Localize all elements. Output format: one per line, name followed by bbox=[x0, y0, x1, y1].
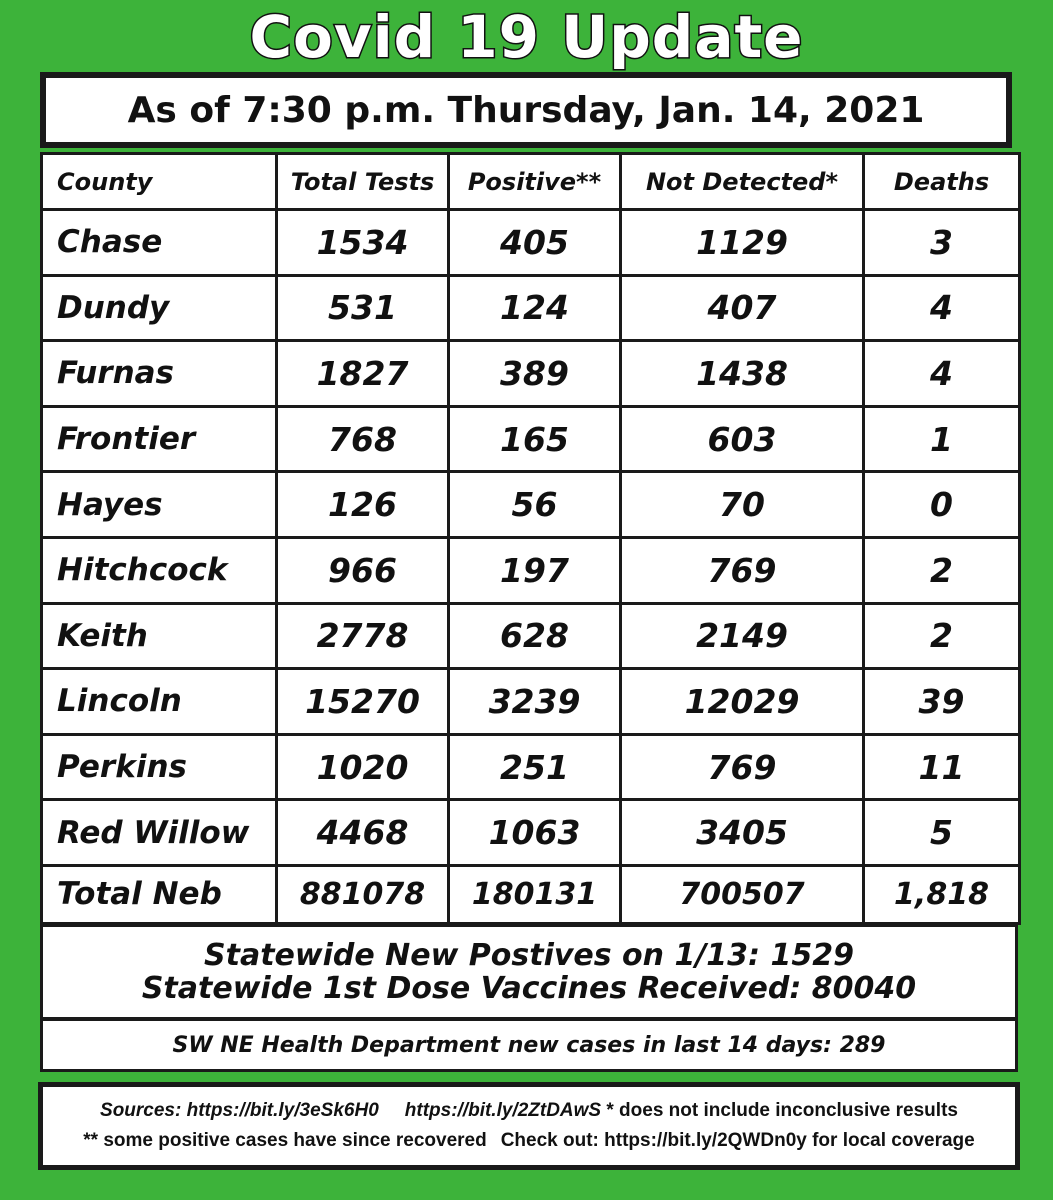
recovered-line bbox=[83, 1126, 974, 1156]
county-name: Hitchcock bbox=[42, 537, 277, 603]
county-name: Dundy bbox=[42, 275, 277, 341]
deaths: 2 bbox=[864, 603, 1020, 669]
not-detected: 12029 bbox=[621, 669, 864, 735]
deaths: 4 bbox=[864, 275, 1020, 341]
positive: 165 bbox=[449, 406, 621, 472]
total-tests: 1534 bbox=[277, 210, 449, 276]
table-row bbox=[42, 341, 1020, 407]
total-tests: 126 bbox=[277, 472, 449, 538]
not-detected-sum: 700507 bbox=[621, 865, 864, 923]
total-tests: 4468 bbox=[277, 800, 449, 866]
table-row bbox=[42, 275, 1020, 341]
sources-link-1[interactable]: Sources: https://bit.ly/3eSk6H0 bbox=[100, 1100, 379, 1121]
total-tests: 966 bbox=[277, 537, 449, 603]
positive: 389 bbox=[449, 341, 621, 407]
positive: 124 bbox=[449, 275, 621, 341]
deaths: 4 bbox=[864, 341, 1020, 407]
county-name: Red Willow bbox=[42, 800, 277, 866]
total-tests: 2778 bbox=[277, 603, 449, 669]
total-label: Total Neb bbox=[42, 865, 277, 923]
statewide-summary bbox=[40, 924, 1018, 1020]
as-of-date: As of 7:30 p.m. Thursday, Jan. 14, 2021 bbox=[40, 72, 1012, 148]
table-row bbox=[42, 800, 1020, 866]
deaths-sum: 1,818 bbox=[864, 865, 1020, 923]
table-row bbox=[42, 669, 1020, 735]
deaths: 5 bbox=[864, 800, 1020, 866]
not-detected: 603 bbox=[621, 406, 864, 472]
table-row bbox=[42, 734, 1020, 800]
header-total-tests: Total Tests bbox=[277, 154, 449, 210]
not-detected: 1129 bbox=[621, 210, 864, 276]
header-deaths: Deaths bbox=[864, 154, 1020, 210]
county-name: Keith bbox=[42, 603, 277, 669]
positive-sum: 180131 bbox=[449, 865, 621, 923]
header-positive: Positive** bbox=[449, 154, 621, 210]
recovered-note: ** some positive cases have since recovered bbox=[83, 1130, 487, 1151]
deaths: 3 bbox=[864, 210, 1020, 276]
health-department-note: SW NE Health Department new cases in last 14 days: 289 bbox=[40, 1018, 1018, 1072]
not-detected: 3405 bbox=[621, 800, 864, 866]
positive: 405 bbox=[449, 210, 621, 276]
page-title: Covid 19 Update bbox=[249, 3, 804, 71]
positive: 628 bbox=[449, 603, 621, 669]
county-name: Hayes bbox=[42, 472, 277, 538]
deaths: 39 bbox=[864, 669, 1020, 735]
not-detected: 407 bbox=[621, 275, 864, 341]
total-row bbox=[42, 865, 1020, 923]
sources-link-2[interactable]: https://bit.ly/2ZtDAwS bbox=[404, 1100, 602, 1121]
positive: 3239 bbox=[449, 669, 621, 735]
not-detected: 769 bbox=[621, 537, 864, 603]
county-name: Perkins bbox=[42, 734, 277, 800]
table-row bbox=[42, 210, 1020, 276]
county-name: Frontier bbox=[42, 406, 277, 472]
statewide-new-positives: Statewide New Postives on 1/13: 1529 bbox=[204, 938, 854, 973]
positive: 1063 bbox=[449, 800, 621, 866]
table-row bbox=[42, 472, 1020, 538]
total-tests: 1827 bbox=[277, 341, 449, 407]
inconclusive-note: * does not include inconclusive results bbox=[606, 1100, 958, 1121]
county-name: Chase bbox=[42, 210, 277, 276]
covid-data-table bbox=[40, 152, 1021, 925]
positive: 251 bbox=[449, 734, 621, 800]
table-row bbox=[42, 406, 1020, 472]
total-tests: 15270 bbox=[277, 669, 449, 735]
total-tests: 531 bbox=[277, 275, 449, 341]
deaths: 0 bbox=[864, 472, 1020, 538]
deaths: 11 bbox=[864, 734, 1020, 800]
total-tests: 768 bbox=[277, 406, 449, 472]
table-header-row bbox=[42, 154, 1020, 210]
sources-footer bbox=[38, 1082, 1020, 1170]
deaths: 2 bbox=[864, 537, 1020, 603]
not-detected: 769 bbox=[621, 734, 864, 800]
header-county: County bbox=[42, 154, 277, 210]
total-tests-sum: 881078 bbox=[277, 865, 449, 923]
local-coverage-link[interactable]: Check out: https://bit.ly/2QWDn0y for local coverage bbox=[500, 1130, 975, 1151]
sources-line bbox=[100, 1096, 958, 1126]
table-row bbox=[42, 537, 1020, 603]
county-name: Lincoln bbox=[42, 669, 277, 735]
header-not-detected: Not Detected* bbox=[621, 154, 864, 210]
statewide-vaccines: Statewide 1st Dose Vaccines Received: 80040 bbox=[141, 971, 917, 1006]
not-detected: 2149 bbox=[621, 603, 864, 669]
positive: 56 bbox=[449, 472, 621, 538]
not-detected: 70 bbox=[621, 472, 864, 538]
county-name: Furnas bbox=[42, 341, 277, 407]
total-tests: 1020 bbox=[277, 734, 449, 800]
not-detected: 1438 bbox=[621, 341, 864, 407]
deaths: 1 bbox=[864, 406, 1020, 472]
table-row bbox=[42, 603, 1020, 669]
positive: 197 bbox=[449, 537, 621, 603]
